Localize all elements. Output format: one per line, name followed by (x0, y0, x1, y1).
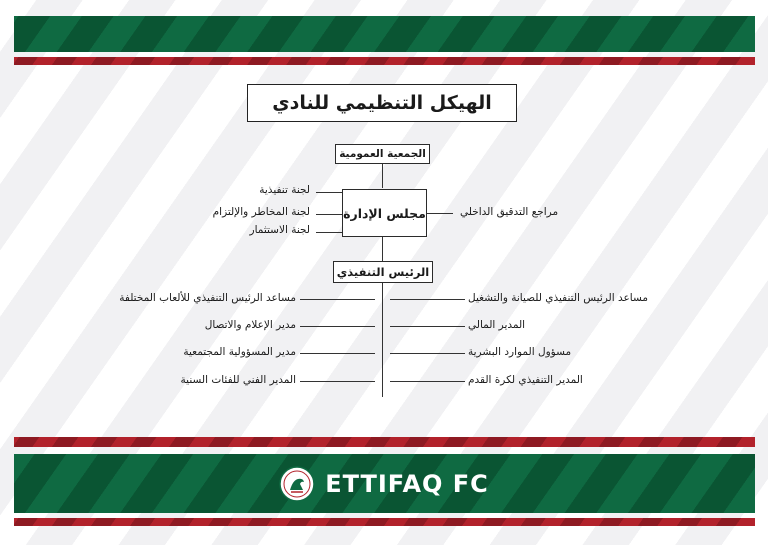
bottom-red-band-top (14, 437, 755, 447)
left-connector-3 (300, 353, 375, 354)
left-connector-1 (300, 299, 375, 300)
audit-connector (427, 213, 453, 214)
committee-investment-connector (316, 232, 342, 233)
left-connector-4 (300, 381, 375, 382)
report-various-sports: مساعد الرئيس التنفيذي للألعاب المختلفة (119, 292, 296, 304)
ceo-spine (382, 283, 383, 397)
connector-ga-board (382, 164, 383, 188)
club-brand (0, 456, 768, 512)
report-cfo: المدير المالي (468, 319, 526, 331)
top-red-band (14, 57, 755, 65)
committee-risk-connector (316, 214, 342, 215)
report-social-responsibility: مدير المسؤولية المجتمعية (183, 346, 296, 358)
internal-audit-label: مراجع التدقيق الداخلي (460, 206, 559, 218)
connector-board-ceo (382, 237, 383, 261)
report-hr: مسؤول الموارد البشرية (468, 346, 572, 358)
ceo-box: الرئيس التنفيذي (333, 261, 433, 283)
committee-executive: لجنة تنفيذية (259, 184, 310, 196)
report-media-communication: مدير الإعلام والاتصال (204, 319, 296, 331)
right-connector-3 (390, 353, 465, 354)
report-youth-technical: المدير الفني للفئات السنية (180, 374, 296, 386)
general-assembly-box: الجمعية العمومية (335, 144, 430, 164)
right-connector-2 (390, 326, 465, 327)
board-box: مجلس الإدارة (342, 189, 427, 237)
club-emblem-logo (279, 466, 315, 502)
report-maintenance-operations: مساعد الرئيس التنفيذي للصيانة والتشغيل (468, 292, 648, 304)
committee-investment: لجنة الاستثمار (249, 224, 310, 236)
right-connector-4 (390, 381, 465, 382)
report-football-executive: المدير التنفيذي لكرة القدم (468, 374, 583, 386)
right-connector-1 (390, 299, 465, 300)
committee-executive-connector (316, 192, 342, 193)
committee-risk-compliance: لجنة المخاطر والإلتزام (212, 206, 310, 218)
bottom-red-band-bottom (14, 518, 755, 526)
top-green-band (14, 16, 755, 52)
left-connector-2 (300, 326, 375, 327)
club-name: ETTIFAQ FC (325, 470, 489, 498)
page-title: الهيكل التنظيمي للنادي (247, 84, 517, 122)
